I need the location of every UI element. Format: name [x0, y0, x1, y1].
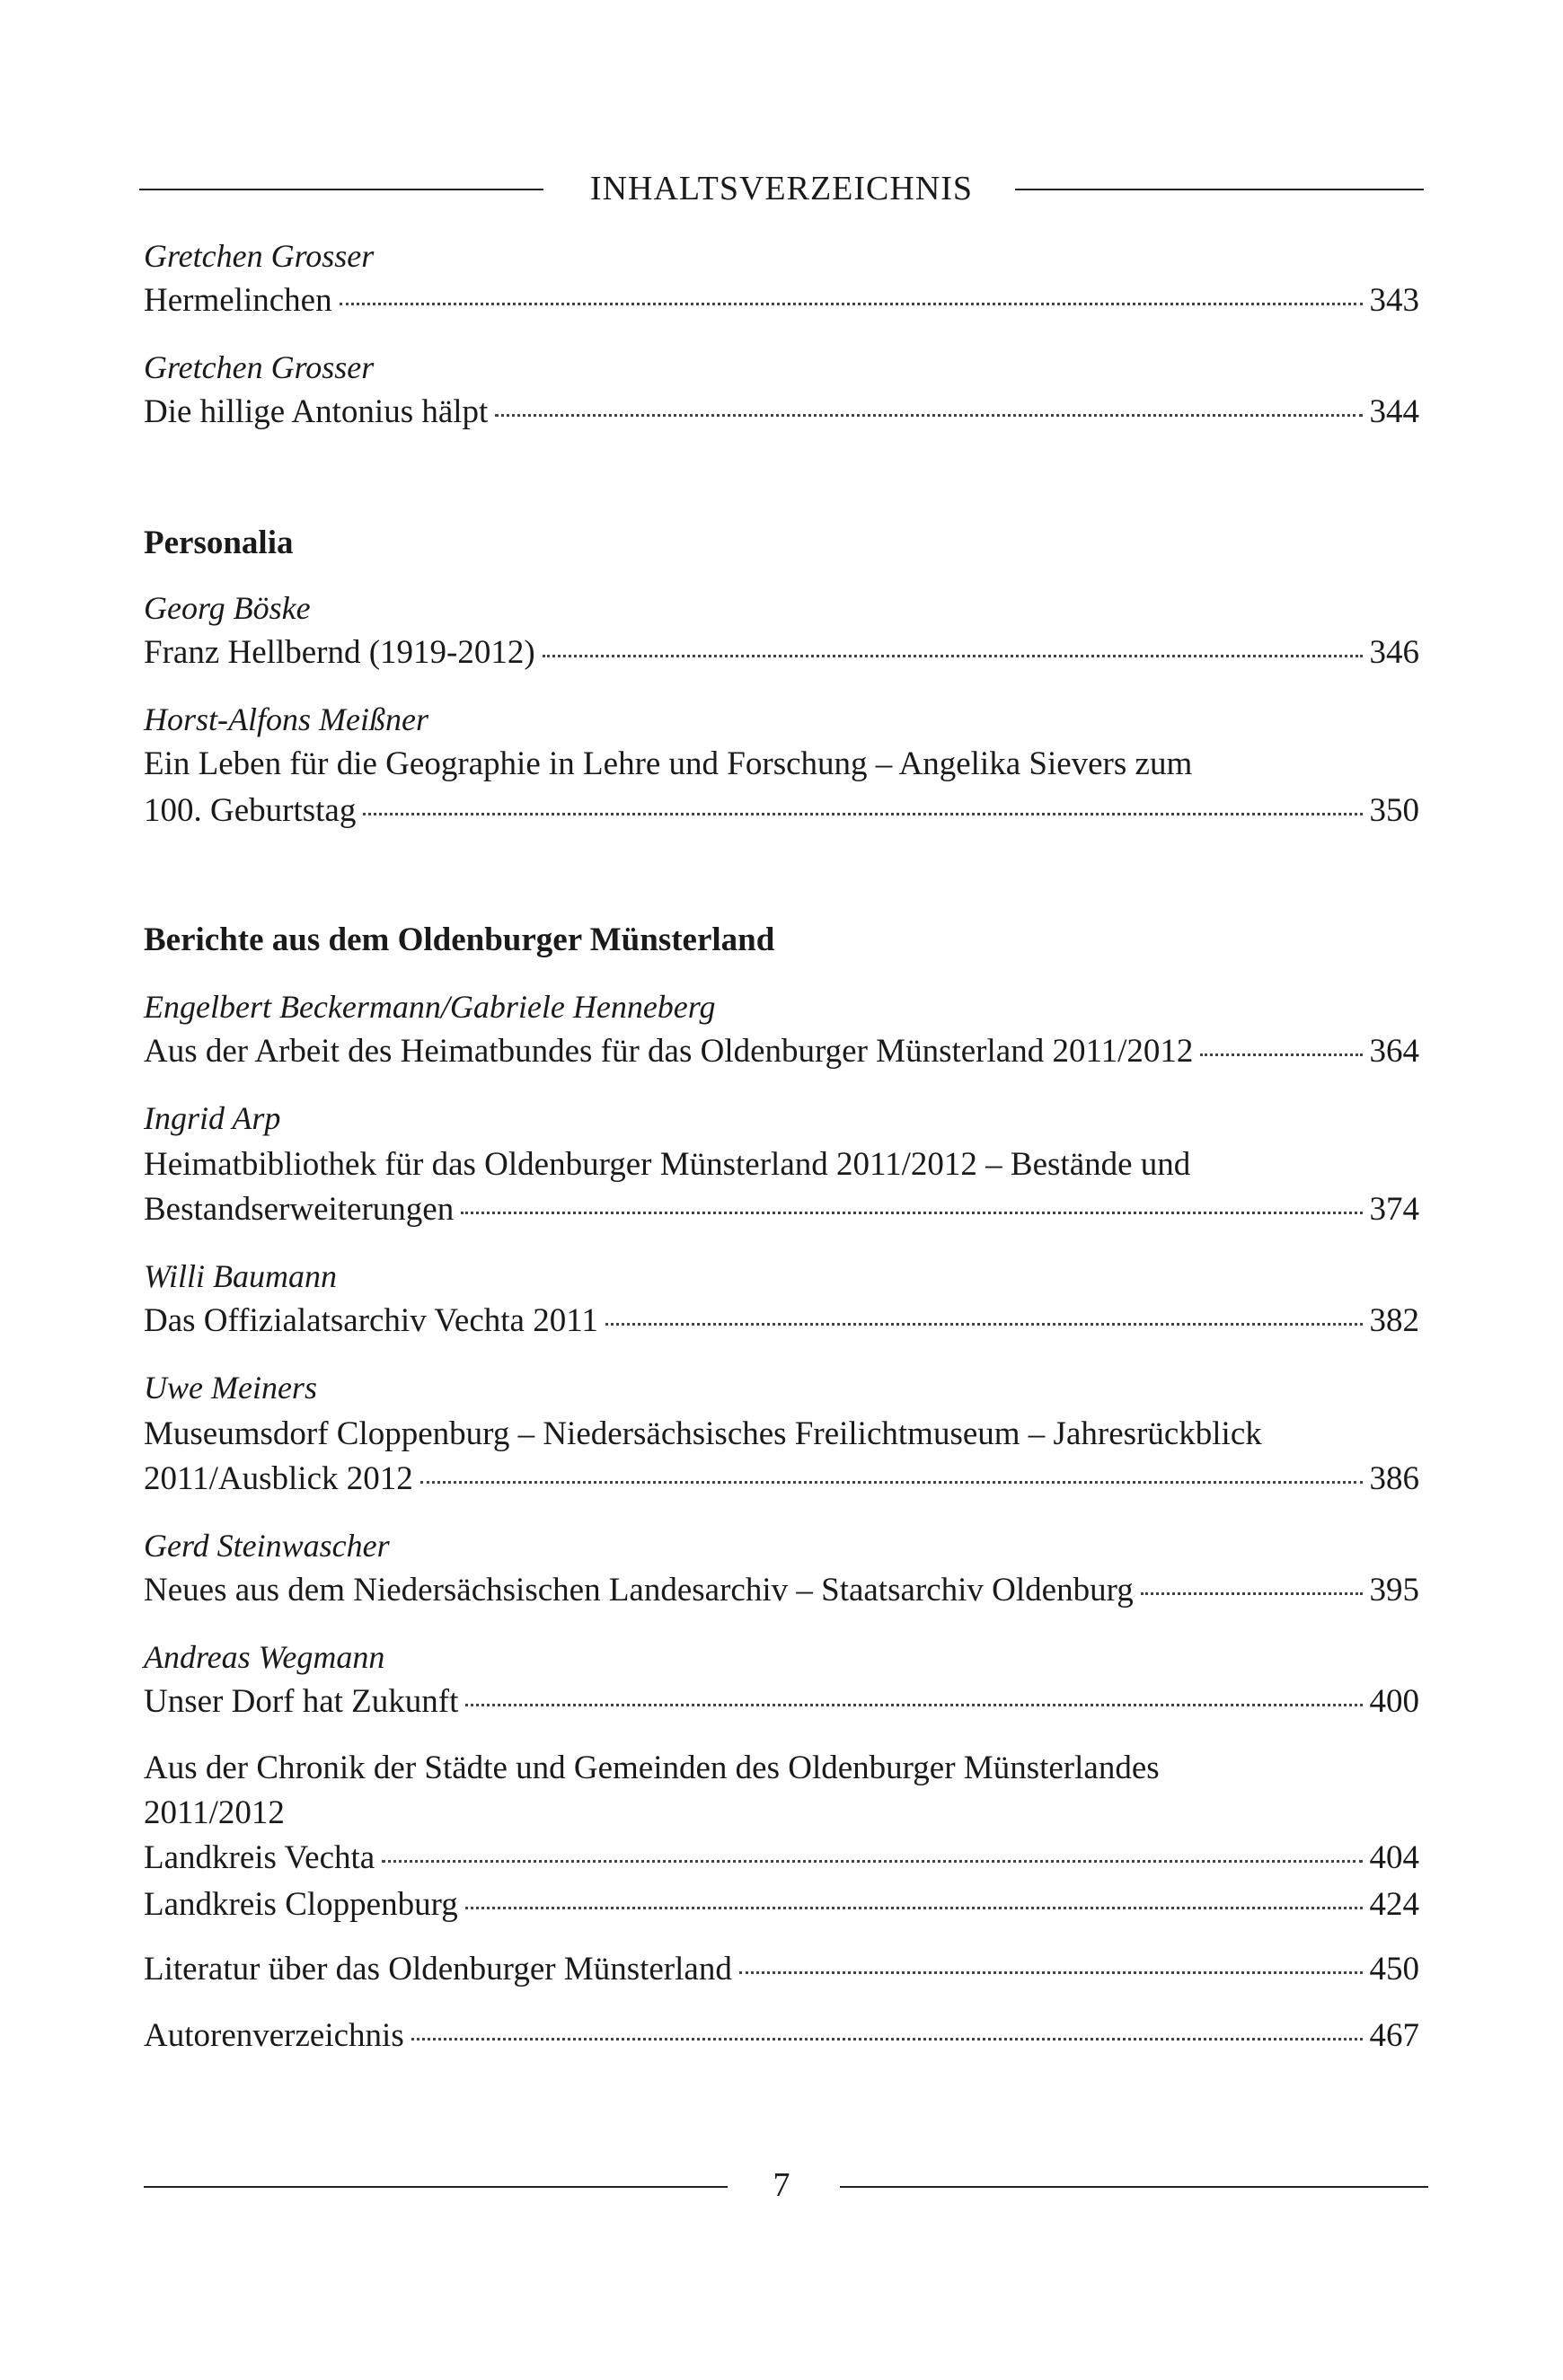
toc-entry[interactable] — [144, 632, 1419, 674]
dot-leader — [465, 1704, 1362, 1706]
dot-leader — [363, 813, 1362, 815]
section-heading-personalia: Personalia — [144, 524, 294, 561]
entry-title: Literatur über das Oldenburger Münsterland — [144, 1951, 732, 1988]
entry-author: Ingrid Arp — [144, 1100, 281, 1136]
entry-author: Willi Baumann — [144, 1258, 337, 1294]
section-heading-berichte: Berichte aus dem Oldenburger Münsterland — [144, 921, 775, 958]
dot-leader — [340, 303, 1363, 305]
dot-leader — [1141, 1592, 1363, 1595]
page-number: 7 — [773, 2166, 790, 2204]
dot-leader — [382, 1860, 1362, 1863]
entry-author: Andreas Wegmann — [144, 1639, 385, 1675]
entry-title: 100. Geburtstag — [144, 792, 357, 829]
entry-title: 2011/Ausblick 2012 — [144, 1460, 413, 1497]
entry-page: 343 — [1369, 282, 1419, 319]
toc-entry[interactable] — [144, 392, 1419, 433]
entry-page: 346 — [1369, 634, 1419, 671]
entry-title-line: Ein Leben für die Geographie in Lehre und Forschung – Angelika Sievers zum — [144, 745, 1193, 782]
entry-page: 467 — [1369, 2017, 1419, 2054]
entry-title: Neues aus dem Niedersächsischen Landesarchiv – Staatsarchiv Oldenburg — [144, 1572, 1134, 1609]
entry-author: Gretchen Grosser — [144, 238, 375, 274]
dot-leader — [495, 414, 1362, 417]
entry-title: Aus der Arbeit des Heimatbundes für das Oldenburger Münsterland 2011/2012 — [144, 1033, 1194, 1070]
toc-entry[interactable] — [144, 1681, 1419, 1723]
toc-entry[interactable] — [144, 1459, 1419, 1500]
entry-title: Das Offizialatsarchiv Vechta 2011 — [144, 1302, 598, 1339]
dot-leader — [411, 2038, 1363, 2041]
entry-title: Autorenverzeichnis — [144, 2017, 404, 2054]
dot-leader — [1200, 1053, 1362, 1056]
toc-entry[interactable] — [144, 1949, 1419, 1990]
entry-title-line: Museumsdorf Cloppenburg – Niedersächsisches Freilichtmuseum – Jahresrückblick — [144, 1415, 1262, 1452]
toc-entry[interactable] — [144, 1189, 1419, 1230]
entry-title: Die hillige Antonius hälpt — [144, 393, 489, 430]
toc-entry[interactable] — [144, 1838, 1419, 1879]
toc-entry[interactable] — [144, 1031, 1419, 1072]
page-header-title: INHALTSVERZEICHNIS — [589, 170, 974, 207]
entry-page: 350 — [1369, 792, 1419, 829]
entry-title: Landkreis Vechta — [144, 1839, 375, 1876]
chronik-heading: Aus der Chronik der Städte und Gemeinden des Oldenburger Münsterlandes — [144, 1750, 1160, 1786]
entry-title: Hermelinchen — [144, 282, 332, 319]
dot-leader — [465, 1907, 1363, 1909]
toc-entry[interactable] — [144, 1300, 1419, 1342]
entry-title: Bestandserweiterungen — [144, 1191, 455, 1228]
toc-entry[interactable] — [144, 1884, 1419, 1926]
dot-leader — [605, 1323, 1363, 1326]
entry-page: 450 — [1369, 1951, 1419, 1988]
entry-page: 382 — [1369, 1302, 1419, 1339]
entry-author: Gretchen Grosser — [144, 349, 375, 385]
entry-page: 374 — [1369, 1191, 1419, 1228]
toc-entry[interactable] — [144, 280, 1419, 322]
entry-page: 386 — [1369, 1460, 1419, 1497]
entry-page: 400 — [1369, 1683, 1419, 1720]
header-rule-right — [1015, 189, 1424, 190]
entry-page: 404 — [1369, 1839, 1419, 1876]
dot-leader — [543, 655, 1363, 657]
toc-entry[interactable] — [144, 790, 1419, 832]
dot-leader — [739, 1971, 1363, 1974]
entry-author: Uwe Meiners — [144, 1370, 317, 1406]
toc-entry[interactable] — [144, 2015, 1419, 2057]
entry-author: Georg Böske — [144, 590, 311, 626]
entry-author: Horst-Alfons Meißner — [144, 701, 428, 737]
dot-leader — [461, 1212, 1362, 1214]
entry-author: Gerd Steinwascher — [144, 1528, 390, 1564]
entry-author: Engelbert Beckermann/Gabriele Henneberg — [144, 989, 716, 1025]
entry-title: Landkreis Cloppenburg — [144, 1886, 458, 1923]
footer-rule-right — [840, 2186, 1428, 2188]
entry-page: 424 — [1369, 1886, 1419, 1923]
entry-page: 395 — [1369, 1572, 1419, 1609]
entry-title: Unser Dorf hat Zukunft — [144, 1683, 459, 1720]
chronik-heading-line2: 2011/2012 — [144, 1794, 285, 1831]
entry-page: 364 — [1369, 1033, 1419, 1070]
entry-title: Franz Hellbernd (1919-2012) — [144, 634, 535, 671]
dot-leader — [420, 1481, 1363, 1484]
entry-title-line: Heimatbibliothek für das Oldenburger Münsterland 2011/2012 – Bestände und — [144, 1146, 1191, 1183]
toc-entry[interactable] — [144, 1570, 1419, 1611]
entry-page: 344 — [1369, 393, 1419, 430]
